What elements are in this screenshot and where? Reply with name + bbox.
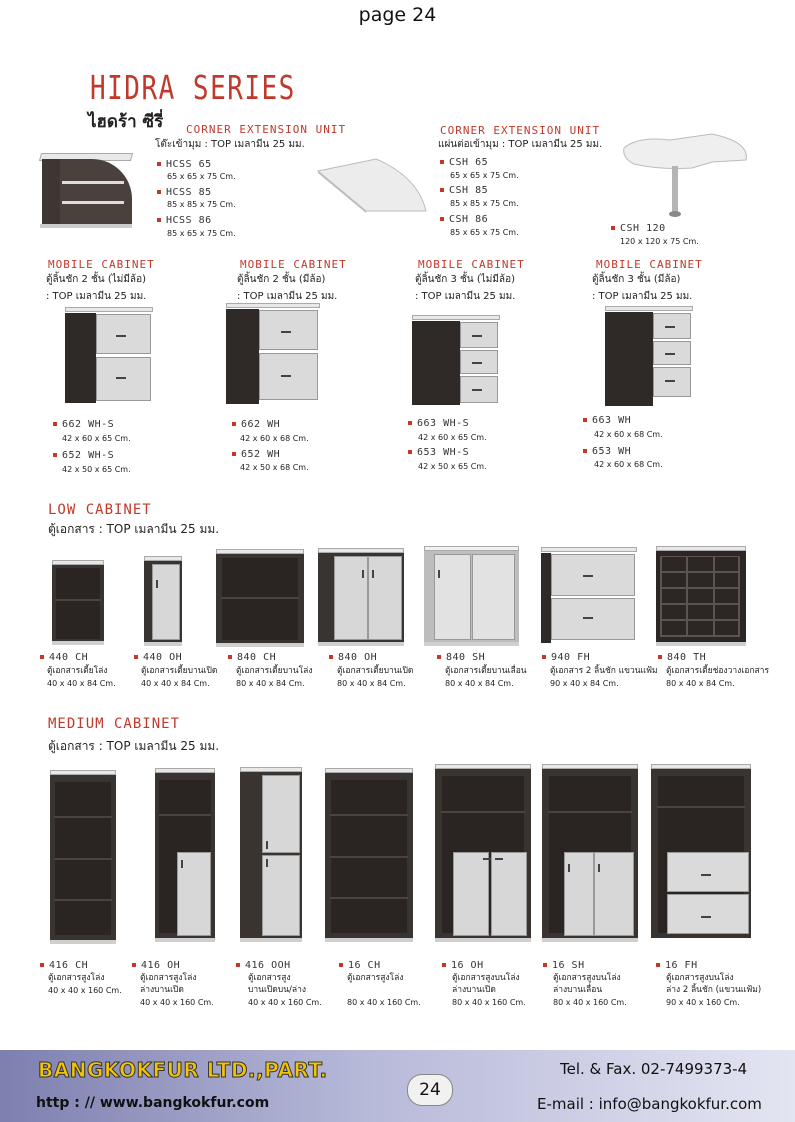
medium-cabinet-416ooh-image [240, 767, 302, 942]
low-code: 840 SH [437, 652, 485, 663]
medium-dim: 80 x 40 x 160 Cm. [452, 998, 526, 1007]
medium-code: 416 OOH [236, 960, 291, 971]
medium-cabinet-416ch-image [50, 770, 116, 944]
mobile-section: MOBILE CABINET [418, 258, 525, 271]
mobile-dim: 42 x 60 x 65 Cm. [62, 434, 131, 443]
medium-code: 16 CH [339, 960, 381, 971]
corner-csh-subtitle: แผ่นต่อเข้ามุม : TOP เมลามีน 25 มม. [438, 139, 603, 150]
medium-desc: ล่าง 2 ลิ้นชัก (แขวนแฟ้ม) [666, 985, 762, 995]
low-cabinet-840ch-image [216, 549, 304, 647]
medium-cabinet-16fh-image [651, 764, 751, 942]
corner-hc-subtitle: โต๊ะเข้ามุม : TOP เมลามีน 25 มม. [155, 139, 305, 150]
corner-hc-dim: 85 x 65 x 75 Cm. [167, 229, 236, 238]
corner-csh120-code: CSH 120 [611, 223, 666, 234]
mobile-dim: 42 x 60 x 65 Cm. [418, 433, 487, 442]
corner-csh-dim: 65 x 65 x 75 Cm. [450, 171, 519, 180]
mobile-code: 663 WH [583, 415, 631, 426]
low-desc: ตู้เอกสารเตี้ยโล่ง [47, 666, 108, 676]
mobile-sub2: : TOP เมลามีน 25 มม. [237, 291, 338, 302]
low-code: 840 TH [658, 652, 706, 663]
corner-csh-dim: 85 x 85 x 75 Cm. [450, 199, 519, 208]
medium-cabinet-section: MEDIUM CABINET [48, 716, 181, 732]
mobile-code: 653 WH [583, 446, 631, 457]
low-code: 440 CH [40, 652, 88, 663]
medium-dim: 40 x 40 x 160 Cm. [48, 986, 122, 995]
low-dim: 80 x 40 x 84 Cm. [445, 679, 514, 688]
mobile-dim: 42 x 50 x 68 Cm. [240, 463, 309, 472]
series-title-thai: ไฮดร้า ซีรี่ [88, 112, 164, 132]
low-dim: 80 x 40 x 84 Cm. [666, 679, 735, 688]
medium-desc: ตู้เอกสารสูงโล่ง [48, 973, 105, 983]
low-code: 940 FH [542, 652, 590, 663]
low-desc: ตู้เอกสารเตี้ยบานเลื่อน [445, 666, 527, 676]
low-cabinet-840sh-image [424, 546, 519, 646]
low-cabinet-940fh-image [541, 547, 637, 647]
mobile-cabinet-2-drawer-image [65, 307, 153, 407]
low-code: 840 CH [228, 652, 276, 663]
telephone: Tel. & Fax. 02-7499373-4 [560, 1060, 748, 1078]
medium-desc: บานเปิดบน/ล่าง [248, 985, 307, 995]
medium-cabinet-16sh-image [542, 764, 638, 942]
low-dim: 40 x 40 x 84 Cm. [47, 679, 116, 688]
mobile-sub1: ตู้ลิ้นชัก 2 ชั้น (ไม่มีล้อ) [46, 274, 146, 285]
low-desc: ตู้เอกสารเตี้ยบานเปิด [141, 666, 218, 676]
medium-cabinet-16oh-image [435, 764, 531, 942]
low-dim: 80 x 40 x 84 Cm. [236, 679, 305, 688]
low-cabinet-440ch-image [52, 560, 104, 645]
corner-extension-leg-image [620, 130, 752, 222]
low-cabinet-840oh-image [318, 548, 404, 646]
corner-hc-section: CORNER EXTENSION UNIT [186, 123, 347, 136]
mobile-cabinet-3-drawer-image [412, 315, 500, 409]
low-desc: ตู้เอกสารเตี้ยบานเปิด [337, 666, 414, 676]
page-label: page 24 [358, 4, 437, 26]
medium-cabinet-416oh-image [155, 768, 215, 942]
medium-cabinet-16ch-image [325, 768, 413, 942]
medium-dim: 80 x 40 x 160 Cm. [347, 998, 421, 1007]
mobile-code: 653 WH-S [408, 447, 469, 458]
website-link[interactable]: http : // www.bangkokfur.com [36, 1095, 270, 1111]
low-dim: 90 x 40 x 84 Cm. [550, 679, 619, 688]
low-dim: 80 x 40 x 84 Cm. [337, 679, 406, 688]
low-desc: ตู้เอกสาร 2 ลิ้นชัก แขวนแฟ้ม [550, 666, 658, 676]
medium-desc: ตู้เอกสารสูงบนโล่ง [553, 973, 621, 983]
mobile-code: 652 WH [232, 449, 280, 460]
medium-desc: ล่างบานเปิด [452, 985, 496, 995]
mobile-dim: 42 x 50 x 65 Cm. [418, 462, 487, 471]
email-link[interactable]: E-mail : info@bangkokfur.com [537, 1095, 762, 1113]
mobile-section: MOBILE CABINET [48, 258, 155, 271]
medium-dim: 90 x 40 x 160 Cm. [666, 998, 740, 1007]
mobile-sub1: ตู้ลิ้นชัก 3 ชั้น (ไม่มีล้อ) [415, 274, 515, 285]
mobile-cabinet-3-drawer-wheels-image [605, 306, 693, 410]
mobile-code: 662 WH-S [53, 419, 114, 430]
corner-csh-code: CSH 65 [440, 157, 488, 168]
medium-desc: ล่างบานเปิด [140, 985, 184, 995]
medium-code: 416 CH [40, 960, 88, 971]
low-code: 440 OH [134, 652, 182, 663]
mobile-code: 663 WH-S [408, 418, 469, 429]
mobile-sub1: ตู้ลิ้นชัก 2 ชั้น (มีล้อ) [237, 274, 326, 285]
corner-csh-section: CORNER EXTENSION UNIT [440, 124, 601, 137]
low-cabinet-subtitle: ตู้เอกสาร : TOP เมลามีน 25 มม. [48, 522, 220, 536]
corner-hc-code: HCSS 85 [157, 187, 212, 198]
low-dim: 40 x 40 x 84 Cm. [141, 679, 210, 688]
mobile-dim: 42 x 60 x 68 Cm. [594, 460, 663, 469]
corner-hc-dim: 85 x 85 x 75 Cm. [167, 200, 236, 209]
low-desc: ตู้เอกสารเตี้ยบานโล่ง [236, 666, 313, 676]
low-desc: ตู้เอกสารเตี้ยช่องวางเอกสาร [666, 666, 770, 676]
medium-code: 416 OH [132, 960, 180, 971]
medium-cabinet-subtitle: ตู้เอกสาร : TOP เมลามีน 25 มม. [48, 739, 220, 753]
mobile-sub2: : TOP เมลามีน 25 มม. [415, 291, 516, 302]
medium-desc: ตู้เอกสารสูงโล่ง [347, 973, 404, 983]
page-number: 24 [407, 1074, 453, 1106]
company-name: BANGKOKFUR LTD.,PART. [38, 1058, 328, 1082]
mobile-section: MOBILE CABINET [240, 258, 347, 271]
medium-code: 16 FH [656, 960, 698, 971]
corner-unit-hcss-image [40, 153, 132, 228]
corner-hc-code: HCSS 65 [157, 159, 212, 170]
corner-csh-code: CSH 86 [440, 214, 488, 225]
medium-dim: 40 x 40 x 160 Cm. [248, 998, 322, 1007]
medium-desc: ตู้เอกสารสูง [248, 973, 291, 983]
low-cabinet-840th-image [656, 546, 746, 646]
mobile-sub2: : TOP เมลามีน 25 มม. [46, 291, 147, 302]
mobile-section: MOBILE CABINET [596, 258, 703, 271]
medium-desc: ล่างบานเลื่อน [553, 985, 603, 995]
corner-hc-code: HCSS 86 [157, 215, 212, 226]
medium-dim: 40 x 40 x 160 Cm. [140, 998, 214, 1007]
mobile-code: 652 WH-S [53, 450, 114, 461]
mobile-dim: 42 x 50 x 65 Cm. [62, 465, 131, 474]
low-code: 840 OH [329, 652, 377, 663]
mobile-dim: 42 x 60 x 68 Cm. [240, 434, 309, 443]
medium-code: 16 SH [543, 960, 585, 971]
corner-hc-dim: 65 x 65 x 75 Cm. [167, 172, 236, 181]
corner-extension-top-image [314, 155, 430, 215]
medium-desc: ตู้เอกสารสูงบนโล่ง [452, 973, 520, 983]
mobile-dim: 42 x 60 x 68 Cm. [594, 430, 663, 439]
medium-desc: ตู้เอกสารสูงบนโล่ง [666, 973, 734, 983]
mobile-sub1: ตู้ลิ้นชัก 3 ชั้น (มีล้อ) [592, 274, 681, 285]
corner-csh-code: CSH 85 [440, 185, 488, 196]
corner-csh-dim: 85 x 65 x 75 Cm. [450, 228, 519, 237]
low-cabinet-440oh-image [144, 556, 182, 646]
mobile-code: 662 WH [232, 419, 280, 430]
medium-desc: ตู้เอกสารสูงโล่ง [140, 973, 197, 983]
low-cabinet-section: LOW CABINET [48, 502, 152, 518]
medium-code: 16 OH [442, 960, 484, 971]
mobile-cabinet-2-drawer-wheels-image [226, 303, 320, 408]
mobile-sub2: : TOP เมลามีน 25 มม. [592, 291, 693, 302]
series-title: HIDRA SERIES [90, 70, 296, 108]
medium-dim: 80 x 40 x 160 Cm. [553, 998, 627, 1007]
corner-csh120-dim: 120 x 120 x 75 Cm. [620, 237, 699, 246]
